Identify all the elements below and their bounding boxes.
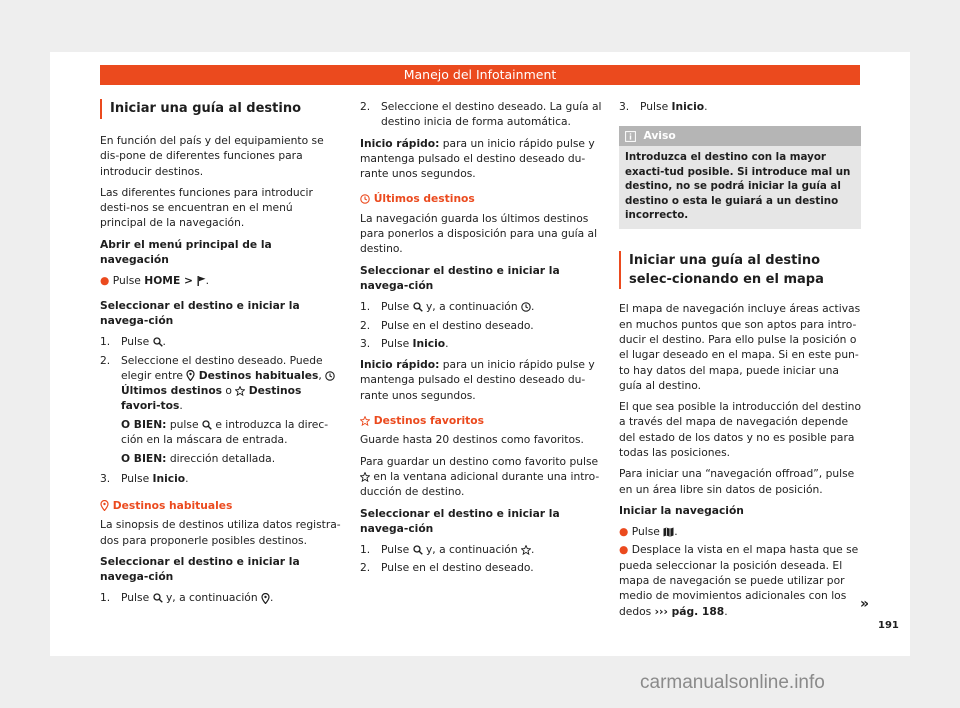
continue-mark: » [860, 596, 870, 612]
subheading: Seleccionar el destino e iniciar la navega-ción [360, 506, 560, 535]
bullet-dot: ● [619, 525, 632, 539]
paragraph: La sinopsis de destinos utiliza datos registra-dos para proponerle posibles destinos. [100, 518, 341, 547]
paragraph: Guarde hasta 20 destinos como favoritos. [360, 433, 584, 447]
paragraph: Las diferentes funciones para introducir desti-nos se encuentran en el menú principal de la navegación. [100, 185, 313, 230]
paragraph: Para iniciar una “navegación offroad”, pulse en un área libre sin datos de posición. [619, 467, 855, 496]
subheading: Abrir el menú principal de la navegación [100, 237, 272, 267]
alternative-step: O BIEN: pulse e introduzca la direc-ción en la máscara de entrada. [121, 417, 329, 447]
list-item: 2. Pulse en el destino deseado. [360, 318, 534, 332]
clock-icon [521, 302, 531, 312]
search-icon [413, 302, 423, 312]
search-icon [153, 593, 163, 603]
list-item: 3. Pulse Inicio. [100, 471, 189, 485]
page-reference-link[interactable]: ››› pág. 188 [654, 604, 725, 618]
section-heading: Destinos habituales [100, 498, 342, 513]
bullet-dot: ● [619, 543, 632, 557]
alternative-step: O BIEN: dirección detallada. [121, 452, 276, 466]
paragraph: La navegación guarda los últimos destinos para ponerlos a disposición para una guía al destino. [360, 211, 598, 256]
list-item: 2. Pulse en el destino deseado. [360, 561, 534, 575]
paragraph: El que sea posible la introducción del destino a través del mapa de navegación depende del estado de los datos y no es posible para todas las posiciones. [619, 400, 861, 459]
watermark: carmanualsonline.info [640, 672, 825, 693]
notice-text: Introduzca el destino con la mayor exacti-tud posible. Si introduce mal un destino, no se podrá iniciar la guía al destino o esta le guiará a un destino incorrecto. [625, 151, 851, 221]
star-icon [360, 416, 370, 426]
star-icon [360, 472, 370, 482]
flag-icon [197, 276, 206, 286]
bullet-item: ● Pulse HOME > . [100, 274, 210, 288]
subheading: Seleccionar el destino e iniciar la navega-ción [100, 298, 300, 327]
page-number: 191 [878, 620, 899, 631]
paragraph: En función del país y del equipamiento se dis-pone de diferentes funciones para introducir destinos. [100, 134, 324, 178]
list-item: 1. Pulse y, a continuación . [360, 543, 535, 557]
star-icon [235, 386, 245, 396]
column-1 [100, 99, 342, 609]
section-heading: Últimos destinos [360, 191, 602, 206]
list-item: 1. Pulse . [100, 335, 166, 349]
bullet-dot: ● [100, 274, 113, 288]
bullet-item: ● Desplace la vista en el mapa hasta que se pueda seleccionar la posición deseada. El mapa de navegación se puede utilizar por medio de movimientos adicionales con los dedos ››› pág. 188. [619, 543, 859, 618]
paragraph: Inicio rápido: para un inicio rápido pulse y mantenga pulsado el destino deseado du-rante unos segundos. [360, 136, 595, 181]
list-item: 1. Pulse y, a continuación . [360, 300, 535, 314]
section-title: Iniciar una guía al destino [100, 99, 342, 119]
search-icon [153, 337, 163, 347]
paragraph: Inicio rápido: para un inicio rápido pulse y mantenga pulsado el destino deseado du-rante unos segundos. [360, 358, 595, 402]
location-pin-icon [261, 593, 270, 604]
info-icon [625, 131, 636, 142]
list-item: 2. Seleccione el destino deseado. La guía al destino inicia de forma automática. [360, 100, 602, 129]
paragraph: Para guardar un destino como favorito pulse en la ventana adicional durante una intro-ducción de destino. [360, 454, 600, 499]
notice-box [619, 126, 861, 229]
search-icon [413, 545, 423, 555]
section-heading: Destinos favoritos [360, 413, 602, 428]
list-item: 1. Pulse y, a continuación . [100, 591, 274, 605]
paragraph: El mapa de navegación incluye áreas activas en muchos puntos que son aptos para intro-ducir el destino. Para ello pulse la posición o el lugar deseado en el mapa. Si en este pun-to hay datos del mapa, puede iniciar una guía al destino. [619, 302, 861, 392]
star-icon [521, 545, 531, 555]
column-2 [360, 99, 602, 579]
subheading: Seleccionar el destino e iniciar la navega-ción [360, 263, 560, 292]
location-pin-icon [100, 500, 109, 511]
subheading: Seleccionar el destino e iniciar la navega-ción [100, 554, 300, 584]
map-icon [663, 527, 674, 537]
page-header: Manejo del Infotainment [100, 65, 860, 85]
notice-header: Aviso [619, 126, 861, 146]
bullet-item: ● Pulse . [619, 525, 678, 539]
section-title: Iniciar una guía al destino selec-cionando en el mapa [619, 251, 861, 289]
location-pin-icon [186, 370, 195, 381]
clock-icon [360, 194, 370, 204]
subheading: Iniciar la navegación [619, 503, 744, 517]
list-item: 3. Pulse Inicio. [360, 336, 449, 350]
column-3 [619, 99, 861, 622]
list-item: 3. Pulse Inicio. [619, 100, 708, 113]
list-item: 2. Seleccione el destino deseado. Puede elegir entre Destinos habituales, Últimos destinos o Destinos favori-tos. [100, 353, 342, 414]
clock-icon [325, 371, 335, 381]
search-icon [202, 420, 212, 430]
